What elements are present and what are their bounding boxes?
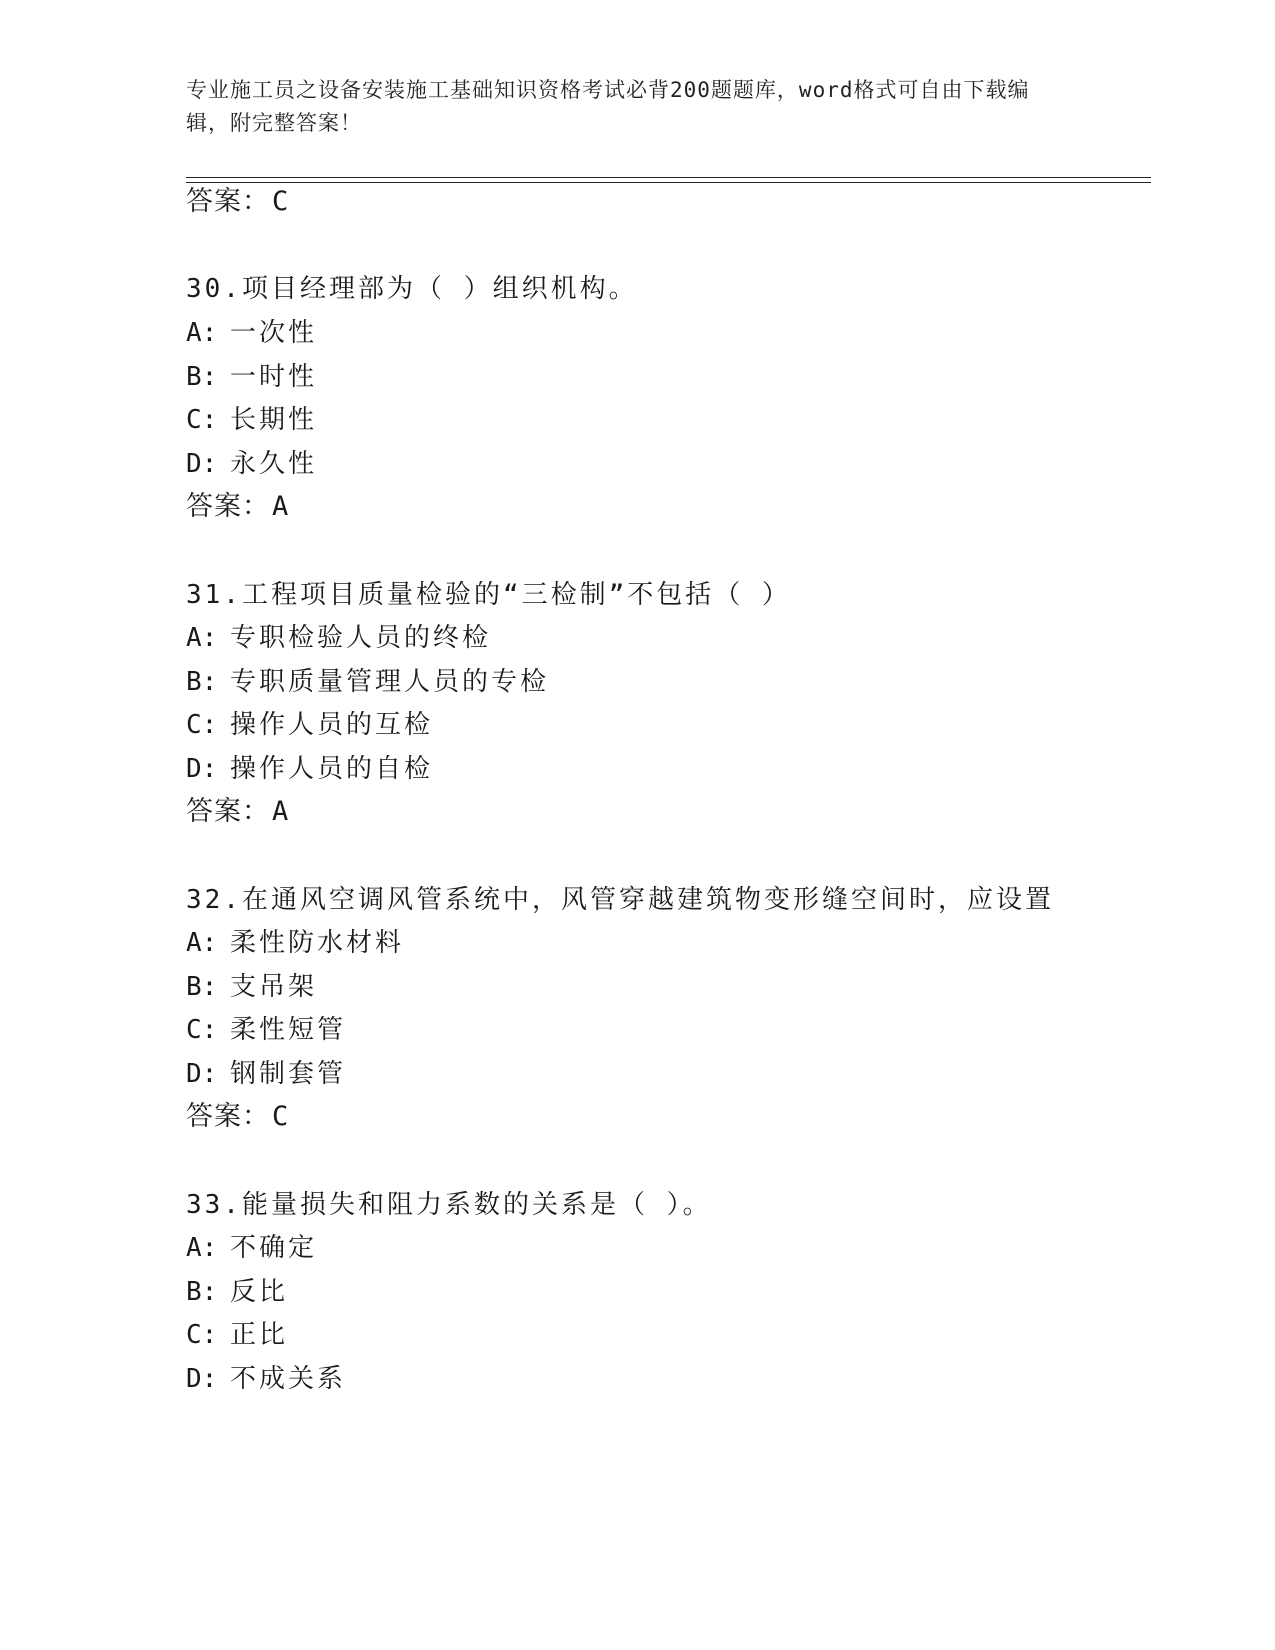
option-text: 专职质量管理人员的专检 <box>230 667 550 697</box>
option-text: 不确定 <box>230 1233 318 1263</box>
option-key: D: <box>186 754 218 784</box>
option-b <box>186 970 317 1004</box>
option-text: 专职检验人员的终检 <box>230 623 492 653</box>
answer-label: 答案： <box>186 491 270 522</box>
option-key: C: <box>186 710 218 740</box>
question-stem: 31.工程项目质量检验的“三检制”不包括（ ） <box>186 580 791 610</box>
option-key: D: <box>186 1059 218 1089</box>
option-b <box>186 1275 288 1309</box>
option-text: 一时性 <box>230 362 318 392</box>
option-a <box>186 621 491 655</box>
option-text: 长期性 <box>230 405 318 435</box>
option-a <box>186 926 404 960</box>
answer-line-prev <box>186 185 289 219</box>
answer-line <box>186 795 289 829</box>
option-text: 操作人员的自检 <box>230 754 434 784</box>
option-text: 反比 <box>230 1277 289 1307</box>
option-key: C: <box>186 1320 218 1350</box>
answer-label: 答案： <box>186 186 270 217</box>
option-key: C: <box>186 1015 218 1045</box>
option-text: 操作人员的互检 <box>230 710 434 740</box>
option-c <box>186 1318 288 1352</box>
option-a <box>186 1231 317 1265</box>
option-key: D: <box>186 1364 218 1394</box>
document-header: 专业施工员之设备安装施工基础知识资格考试必背200题题库，word格式可自由下载编辑，附完整答案！ <box>186 78 1030 135</box>
answer-value: C <box>272 1101 290 1132</box>
option-text: 柔性短管 <box>230 1015 347 1045</box>
question-stem: 33.能量损失和阻力系数的关系是（ ）。 <box>186 1190 712 1220</box>
header-divider-top <box>186 177 1151 178</box>
option-c <box>186 403 317 437</box>
option-d <box>186 447 317 481</box>
answer-value: A <box>272 491 290 522</box>
option-text: 支吊架 <box>230 972 318 1002</box>
option-d <box>186 1362 346 1396</box>
option-key: C: <box>186 405 218 435</box>
option-text: 一次性 <box>230 318 318 348</box>
question-stem: 30.项目经理部为（ ）组织机构。 <box>186 274 638 304</box>
option-c <box>186 708 433 742</box>
option-key: A: <box>186 623 218 653</box>
option-key: B: <box>186 362 218 392</box>
option-text: 钢制套管 <box>230 1059 347 1089</box>
option-b <box>186 360 317 394</box>
option-b <box>186 665 549 699</box>
option-text: 正比 <box>230 1320 289 1350</box>
option-key: B: <box>186 667 218 697</box>
answer-value: C <box>272 186 290 217</box>
option-text: 永久性 <box>230 449 318 479</box>
option-key: A: <box>186 318 218 348</box>
answer-label: 答案： <box>186 1101 270 1132</box>
option-d <box>186 752 433 786</box>
option-a <box>186 316 317 350</box>
option-key: B: <box>186 972 218 1002</box>
option-key: D: <box>186 449 218 479</box>
answer-label: 答案： <box>186 796 270 827</box>
option-key: A: <box>186 1233 218 1263</box>
answer-line <box>186 1100 289 1134</box>
option-d <box>186 1057 346 1091</box>
header-divider-bottom <box>186 182 1151 183</box>
answer-line <box>186 490 289 524</box>
answer-value: A <box>272 796 290 827</box>
option-key: B: <box>186 1277 218 1307</box>
option-c <box>186 1013 346 1047</box>
option-text: 柔性防水材料 <box>230 928 405 958</box>
question-stem: 32.在通风空调风管系统中，风管穿越建筑物变形缝空间时，应设置 <box>186 885 1054 915</box>
option-text: 不成关系 <box>230 1364 347 1394</box>
option-key: A: <box>186 928 218 958</box>
